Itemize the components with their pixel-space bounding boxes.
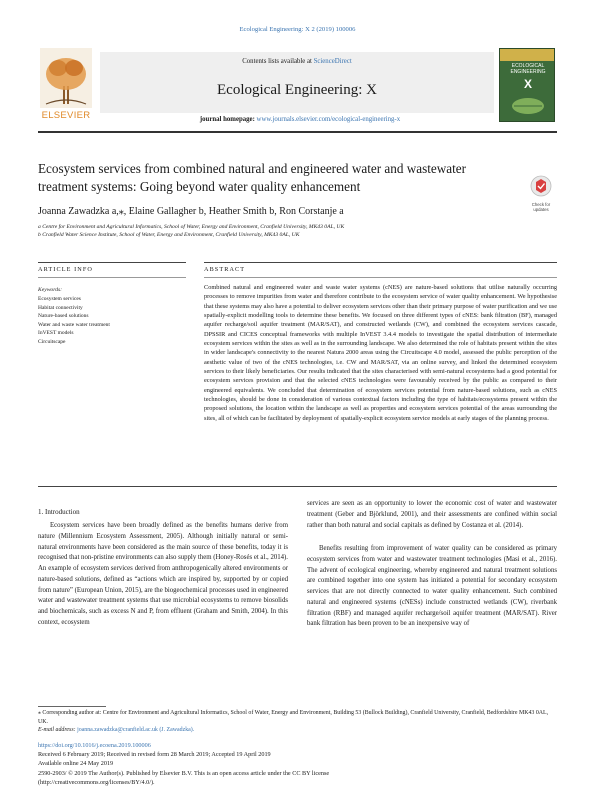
article-info-subrule — [38, 277, 186, 278]
body-right-column-p1: services are seen as an opportunity to lower the economic cost of water and wastewater treatment (Geber and Björklund, 2001), and their assessments are confined within social rather than both natural and social capitals as defined by Costanza et al. (2014). — [307, 500, 557, 529]
article-title: Ecosystem services from combined natural and engineered water and wastewater treatment systems: Going beyond water quality enhancement — [38, 161, 467, 194]
license-url[interactable]: (http://creativecommons.org/licenses/BY/4.0/). — [38, 778, 155, 786]
journal-reference[interactable]: Ecological Engineering: X 2 (2019) 100006 — [239, 26, 356, 33]
journal-cover[interactable] — [499, 48, 555, 122]
license-text: 2590-2903/ © 2019 The Author(s). Published by Elsevier B.V. This is an open access article under the CC BY license — [38, 769, 330, 777]
keywords-heading: Keywords: — [38, 287, 63, 293]
homepage-link[interactable]: www.journals.elsevier.com/ecological-engineering-x — [256, 116, 401, 123]
elsevier-logo[interactable] — [38, 46, 94, 124]
affiliation-b: b Cranfield Water Science Institute, School of Water, Energy and Environment, Cranfield University, MK43 0AL, UK — [38, 232, 300, 238]
article-history — [38, 741, 557, 787]
cover-title: ECOLOGICAL ENGINEERING — [510, 63, 546, 75]
keyword-item: Ecosystem services — [38, 296, 81, 302]
article-info-rule — [38, 262, 186, 263]
footnote-rule — [38, 706, 106, 707]
cover-subtitle: X — [523, 77, 532, 91]
contents-line — [100, 58, 494, 65]
keyword-item: InVEST models — [38, 330, 74, 336]
check-for-updates-label: Check for updates — [531, 202, 551, 212]
keyword-list — [38, 295, 110, 346]
abstract-subrule — [204, 277, 557, 278]
check-for-updates-badge[interactable] — [526, 175, 556, 212]
received-dates: Received 6 February 2019; Received in revised form 28 March 2019; Accepted 19 April 2019 — [38, 751, 271, 759]
email-link[interactable]: joanna.zawadzka@cranfield.ac.uk (J. Zawadzka). — [77, 727, 195, 733]
homepage-label: journal homepage: — [199, 116, 257, 123]
doi-link[interactable]: https://doi.org/10.1016/j.ecoena.2019.100006 — [38, 742, 151, 749]
cover-leaf-icon — [508, 95, 548, 117]
sciencedirect-link[interactable]: ScienceDirect — [313, 58, 352, 65]
abstract-text: Combined natural and engineered water and waste water systems (cNES) are nature-based solutions that utilise naturally occurring processes to remove impurities from water and therefore contribute to the ecosystem service of water quality enhancement. We hypothesise that these systems may also have a potential to deliver ecosystem services other than their primary purpose of water purification and we use spatially-explicit modelling tools to determine these benefits. We focused on three different types of cNES: bank filtration (BF), managed aquifer recharge/soil aquifer treatment (MAR/SAT), and constructed wetlands (CW), and combined the ecosystem services cascade, DPSSIR and CICES conceptual frameworks with multiple InVEST 3.4.4 models to investigate the spatial distribution of intermediate ecosystem services within the sites as well as in the surrounding landscape. We also determined the role of habitats present within the sites in wider landscape's connectivity to the nearest Natura 2000 areas using the Circuitscape 4.0 model, assessed the public perception of the aesthetic value of two of the cNES technologies, i.e. CW and MAR/SAT, via an online survey, and linked the determined ecosystem services to their likely beneficiaries. Our results indicated that the sites characterised with semi-natural ecosystems had a good potential for ecosystem services provision and that the selected cNES technologies were favourably received by the public as compared to their engineered equivalents. We concluded that determination of ecosystem services potential from nature-based solutions, such as cNES technologies, should be done in consideration of various contextual factors including the type of habitats/ecosystems present within the proposed solutions, the location within the landscape as well as properties and ecosystem services potential of the areas surrounding the sites, all of which can be facilitated by deployment of spatially-explicit ecosystem service models at early stages of the planning process. — [204, 284, 557, 422]
keyword-item: Habitat connectivity — [38, 304, 83, 311]
abstract-end-rule — [38, 486, 557, 487]
journal-title: Ecological Engineering: X — [217, 82, 377, 98]
keyword-item: Circuitscape — [38, 338, 66, 345]
crossmark-icon — [526, 175, 556, 197]
abstract-rule — [204, 262, 557, 263]
available-online: Available online 24 May 2019 — [38, 760, 114, 768]
cover-top-bar — [500, 49, 554, 61]
publisher-logo-text: ELSEVIER — [41, 110, 91, 121]
journal-homepage — [120, 116, 480, 123]
section-heading-introduction: 1. Introduction — [38, 508, 80, 516]
body-left-column: Ecosystem services have been broadly defined as the benefits humans derive from nature (Millennium Ecosystem Assessment, 2005). Although initially natural or semi-natural environments have been considered as the main source of these benefits, today it is recognised that non-pristine environments can also supply them (Honey-Rosés et al., 2014). An example of ecosystem services derived from anthropogenically altered environments or nature-based solutions, defined as “actions which are inspired by, supported by or copied from nature” (European Union, 2015), are the biogeochemical processes used in engineered water and wastewater treatment systems that use microbial ecosystems to remove biosolids and biochemicals, such as excess N and P, from effluent (Graham and Smith, 2004). In this context, ecosystem — [38, 522, 288, 626]
author-list: Joanna Zawadzka a,⁎, Elaine Gallagher b, Heather Smith b, Ron Corstanje a — [38, 206, 344, 217]
corresponding-author-footnote: ⁎ Corresponding author at: Centre for Environment and Agricultural Informatics, School of Water, Energy and Environment, Building 53 (Bullock Building), Cranfield University, Cranfield, Bedfordshire MK43 0AL, UK. — [38, 710, 549, 725]
keyword-item: Water and waste water treatment — [38, 321, 110, 328]
affiliation-a: a Centre for Environment and Agricultural Informatics, School of Water, Energy and Environment, Cranfield University, MK43 0AL, UK — [38, 224, 345, 230]
keyword-item: Nature-based solutions — [38, 313, 89, 319]
email-line — [38, 726, 557, 735]
header-rule — [38, 131, 557, 133]
contents-prefix: Contents lists available at — [242, 58, 314, 65]
abstract-heading: ABSTRACT — [204, 266, 246, 273]
email-label: E-mail address: — [38, 727, 78, 733]
article-info-heading: ARTICLE INFO — [38, 266, 93, 273]
body-right-column-p2: Benefits resulting from improvement of water quality can be considered as primary ecosystem services from water and wastewater treatment technologies (Masi et al., 2016). The advent of ecological engineering, whereby engineered and natural treatment solutions are combined together into one system has initiated a potential for secondary ecosystem services that are not directly connected to water quality enhancement. Such combined natural and engineered systems (cNESs) include constructed wetlands (CW), riverbank filtration (RBF) and managed aquifer recharge/soil aquifer treatment (MAR/SAT). River bank filtration has been proven to be an inexpensive way of — [307, 545, 557, 628]
